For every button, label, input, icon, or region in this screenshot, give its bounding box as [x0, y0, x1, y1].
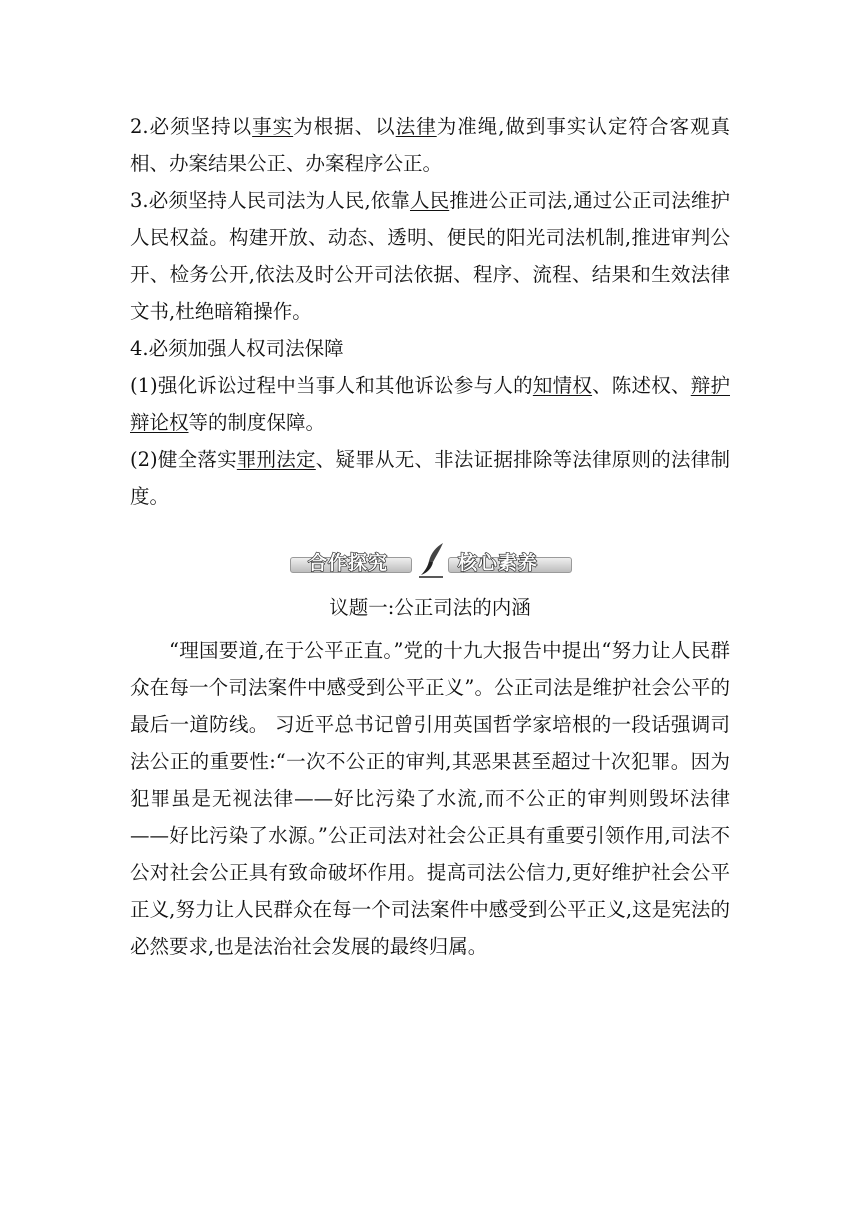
term-right-to-know: 知情权: [532, 374, 593, 397]
term-people: 人民: [409, 189, 450, 212]
item-4: 4.必须加强人权司法保障: [130, 337, 344, 360]
sub-item-2-suffix: 、疑罪从无、非法证据排除等法律原则的法律制度。: [130, 448, 730, 508]
banner-label-left: 合作探究: [308, 552, 389, 574]
sub-item-1: [130, 367, 730, 441]
sub-item-1-suffix: 等的制度保障。: [188, 411, 326, 434]
sub-item-2: [130, 441, 730, 515]
term-legality-principle: 罪刑法定: [236, 448, 316, 471]
pen-icon: [416, 541, 446, 579]
item-2-mid: 为根据、以: [293, 115, 396, 138]
section-banner: [130, 539, 730, 583]
item-3: [130, 182, 730, 330]
term-law: 法律: [395, 115, 437, 138]
item-2: [130, 108, 730, 182]
term-right-to-defense: 辩护辩论权: [130, 374, 730, 434]
item-3-prefix: 3.必须坚持人民司法为人民,依靠: [130, 189, 410, 212]
banner-label-right: 核心素养: [458, 552, 539, 574]
sub-item-1-mid: 、陈述权、: [592, 374, 691, 397]
sub-item-1-prefix: (1)强化诉讼过程中当事人和其他诉讼参与人的: [130, 374, 533, 397]
body-paragraph: “理国要道,在于公平正直。”党的十九大报告中提出“努力让人民群众在每一个司法案件中感受到公平正义”。公正司法是维护社会公平的最后一道防线。 习近平总书记曾引用英国哲学家培根的一段话强调司法公正的重要性:“一次不公正的审判,其恶果甚至超过十次犯罪。因为犯罪虽是无视法律——好比污染了水流,而不公正的审判则毁坏法律——好比污染了水源。”公正司法对社会公正具有重要引领作用,司法不公对社会公正具有致命破坏作用。提高司法公信力,更好维护社会公平正义,努力让人民群众在每一个司法案件中感受到公平正义,这是宪法的必然要求,也是法治社会发展的最终归属。: [130, 639, 730, 958]
topic-title: 议题一:公正司法的内涵: [329, 596, 531, 619]
item-3-suffix: 推进公正司法,通过公正司法维护人民权益。构建开放、动态、透明、便民的阳光司法机制,推进审判公开、检务公开,依法及时公开司法依据、程序、流程、结果和生效法律文书,杜绝暗箱操作。: [130, 189, 730, 323]
sub-item-2-prefix: (2)健全落实: [130, 448, 237, 471]
document-page: [130, 108, 730, 965]
item-2-prefix: 2.必须坚持以: [130, 115, 253, 138]
term-fact: 事实: [252, 115, 294, 138]
item-2-suffix: 为准绳,做到事实认定符合客观真相、办案结果公正、办案程序公正。: [130, 115, 730, 175]
